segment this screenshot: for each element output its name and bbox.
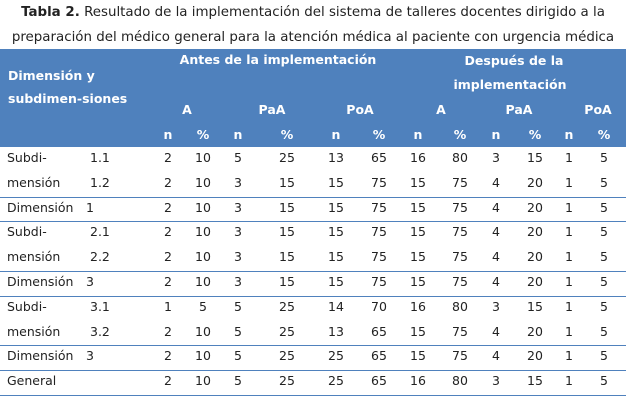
- table-cell: 25: [328, 373, 344, 389]
- table-cell: 80: [452, 298, 468, 314]
- table-cell: 2: [164, 224, 172, 240]
- header-group-label: PoA: [346, 102, 374, 117]
- table-cell: 15: [279, 224, 295, 240]
- table-cell: 80: [452, 373, 468, 389]
- table-cell: 2: [164, 348, 172, 364]
- caption-label: Tabla 2.: [21, 5, 80, 20]
- table-cell: 1: [565, 323, 573, 339]
- header-sub-label: n: [491, 127, 501, 142]
- table-cell: 1: [565, 274, 573, 289]
- row-code: 1.2: [90, 174, 110, 190]
- row-code: 1.1: [90, 150, 110, 165]
- table-cell: 65: [371, 150, 387, 165]
- table-cell: 65: [371, 323, 387, 339]
- table-cell: 13: [328, 323, 344, 339]
- table-cell: 16: [410, 373, 426, 389]
- table-cell: 16: [410, 298, 426, 314]
- header-despues-2: implementación: [453, 77, 567, 92]
- table-cell: 3: [234, 224, 242, 240]
- table-cell: 65: [371, 348, 387, 364]
- table-cell: 13: [328, 150, 344, 165]
- table-caption: [0, 0, 626, 50]
- header-sub-label: %: [196, 127, 210, 142]
- table-cell: 15: [527, 298, 543, 314]
- row-label: Subdi-: [7, 224, 47, 240]
- table-cell: 2: [164, 150, 172, 165]
- table-cell: 80: [452, 150, 468, 165]
- header-sub-label: %: [528, 127, 542, 142]
- table-cell: 25: [279, 373, 295, 389]
- table-cell: 1: [164, 298, 172, 314]
- row-label: Subdi-: [7, 298, 47, 314]
- table-cell: 10: [195, 199, 211, 215]
- table-cell: 10: [195, 323, 211, 339]
- table-row: [0, 246, 626, 272]
- table-cell: 3: [492, 373, 500, 389]
- table-header: [0, 49, 626, 147]
- table-cell: 2: [164, 199, 172, 215]
- table-cell: 2: [164, 373, 172, 389]
- table-cell: 15: [410, 274, 426, 289]
- table-row: [0, 370, 626, 396]
- header-sub-label: %: [597, 127, 611, 142]
- table-cell: 3: [492, 298, 500, 314]
- table-cell: 4: [492, 199, 500, 215]
- table-cell: 20: [527, 323, 543, 339]
- table-cell: 2: [164, 174, 172, 190]
- table-cell: 5: [199, 298, 207, 314]
- row-label: General: [7, 373, 57, 389]
- table-cell: 4: [492, 174, 500, 190]
- table-cell: 5: [600, 323, 608, 339]
- table-cell: 14: [328, 298, 344, 314]
- table-cell: 10: [195, 348, 211, 364]
- table-cell: 75: [452, 224, 468, 240]
- table-cell: 20: [527, 199, 543, 215]
- table-cell: 1: [565, 373, 573, 389]
- table-cell: 4: [492, 323, 500, 339]
- row-code: 3.2: [90, 323, 110, 339]
- header-sub-label: n: [163, 127, 173, 142]
- table-cell: 75: [371, 174, 387, 190]
- header-dimension-title-1: Dimensión y: [8, 68, 95, 83]
- table-cell: 15: [410, 224, 426, 240]
- table-cell: 10: [195, 224, 211, 240]
- table-cell: 5: [600, 373, 608, 389]
- table-cell: 10: [195, 274, 211, 289]
- table-cell: 4: [492, 348, 500, 364]
- table-cell: 1: [565, 224, 573, 240]
- header-sub-label: %: [372, 127, 386, 142]
- table-cell: 16: [410, 150, 426, 165]
- table-cell: 15: [328, 274, 344, 289]
- table-cell: 20: [527, 249, 543, 265]
- table-cell: 10: [195, 373, 211, 389]
- table-cell: 15: [410, 348, 426, 364]
- table-cell: 75: [371, 224, 387, 240]
- table-cell: 3: [234, 199, 242, 215]
- header-group-label: A: [436, 102, 446, 117]
- table-row: [0, 321, 626, 347]
- table-cell: 5: [600, 348, 608, 364]
- table-cell: 65: [371, 373, 387, 389]
- table-cell: 5: [600, 298, 608, 314]
- table-cell: 1: [565, 298, 573, 314]
- header-sub-label: n: [233, 127, 243, 142]
- row-code: 2.2: [90, 249, 110, 265]
- table-cell: 1: [565, 199, 573, 215]
- table-cell: 15: [279, 249, 295, 265]
- header-antes: Antes de la implementación: [179, 52, 377, 67]
- table-row: [0, 172, 626, 198]
- table-cell: 4: [492, 274, 500, 289]
- row-code: 1: [86, 199, 94, 215]
- table-cell: 20: [527, 274, 543, 289]
- table-cell: 5: [234, 298, 242, 314]
- header-sub-label: %: [280, 127, 294, 142]
- table-row: [0, 296, 626, 321]
- table-cell: 15: [328, 199, 344, 215]
- table-cell: 5: [600, 274, 608, 289]
- table-cell: 5: [234, 323, 242, 339]
- table-cell: 10: [195, 174, 211, 190]
- table-cell: 15: [410, 174, 426, 190]
- row-label: Dimensión: [7, 348, 74, 364]
- row-label: Dimensión: [7, 274, 74, 289]
- table-cell: 5: [600, 199, 608, 215]
- table-cell: 3: [492, 150, 500, 165]
- table-cell: 75: [452, 174, 468, 190]
- header-group-label: PaA: [258, 102, 286, 117]
- row-code: 3: [86, 274, 94, 289]
- table-cell: 5: [600, 249, 608, 265]
- table-cell: 15: [410, 199, 426, 215]
- table-cell: 75: [452, 274, 468, 289]
- header-sub-label: n: [413, 127, 423, 142]
- table-cell: 10: [195, 150, 211, 165]
- table-cell: 2: [164, 249, 172, 265]
- header-group-label: A: [182, 102, 192, 117]
- row-label: mensión: [7, 323, 61, 339]
- row-code: 3.1: [90, 298, 110, 314]
- table-cell: 25: [279, 323, 295, 339]
- row-code: 2.1: [90, 224, 110, 240]
- table-row: [0, 221, 626, 246]
- table-cell: 3: [234, 274, 242, 289]
- table-row: [0, 197, 626, 223]
- caption-line-1: [0, 0, 626, 25]
- table-cell: 20: [527, 348, 543, 364]
- table-cell: 2: [164, 323, 172, 339]
- table-cell: 3: [234, 249, 242, 265]
- table-row: [0, 345, 626, 371]
- table-cell: 5: [234, 150, 242, 165]
- table-cell: 1: [565, 150, 573, 165]
- table-cell: 1: [565, 249, 573, 265]
- header-dimension-title-2: subdimen-siones: [8, 91, 128, 106]
- table-cell: 25: [328, 348, 344, 364]
- table-cell: 3: [234, 174, 242, 190]
- table-cell: 1: [565, 348, 573, 364]
- table-cell: 15: [527, 150, 543, 165]
- table-cell: 15: [410, 323, 426, 339]
- table-cell: 15: [527, 373, 543, 389]
- table-cell: 15: [279, 174, 295, 190]
- header-group-label: PaA: [505, 102, 533, 117]
- table-cell: 15: [279, 274, 295, 289]
- table-row: [0, 147, 626, 172]
- table-cell: 1: [565, 174, 573, 190]
- row-label: Dimensión: [7, 199, 74, 215]
- header-sub-label: n: [331, 127, 341, 142]
- table-cell: 75: [452, 323, 468, 339]
- row-label: Subdi-: [7, 150, 47, 165]
- table-cell: 2: [164, 274, 172, 289]
- table-cell: 75: [452, 348, 468, 364]
- table-cell: 5: [234, 373, 242, 389]
- table-cell: 75: [371, 199, 387, 215]
- row-code: 3: [86, 348, 94, 364]
- table-cell: 25: [279, 298, 295, 314]
- table-cell: 20: [527, 224, 543, 240]
- caption-text-1: Resultado de la implementación del sistema de talleres docentes dirigido a la: [84, 5, 605, 20]
- caption-line-2: preparación del médico general para la atención médica al paciente con urgencia médica: [11, 30, 615, 45]
- row-label: mensión: [7, 174, 61, 190]
- table-cell: 15: [328, 249, 344, 265]
- table-cell: 15: [279, 199, 295, 215]
- table-cell: 5: [234, 348, 242, 364]
- table-cell: 15: [328, 174, 344, 190]
- header-sub-label: n: [564, 127, 574, 142]
- table-cell: 10: [195, 249, 211, 265]
- header-sub-label: %: [453, 127, 467, 142]
- table-row: [0, 271, 626, 297]
- header-despues-1: Después de la: [464, 53, 564, 68]
- table-cell: 15: [328, 224, 344, 240]
- table-cell: 20: [527, 174, 543, 190]
- table-cell: 5: [600, 224, 608, 240]
- table-cell: 75: [371, 249, 387, 265]
- table-cell: 70: [371, 298, 387, 314]
- row-label: mensión: [7, 249, 61, 265]
- table-cell: 5: [600, 150, 608, 165]
- table-cell: 75: [452, 199, 468, 215]
- header-group-label: PoA: [584, 102, 612, 117]
- table-cell: 75: [371, 274, 387, 289]
- table-cell: 75: [452, 249, 468, 265]
- table-cell: 25: [279, 348, 295, 364]
- table-cell: 25: [279, 150, 295, 165]
- table-cell: 4: [492, 249, 500, 265]
- table-cell: 15: [410, 249, 426, 265]
- table-cell: 5: [600, 174, 608, 190]
- table-cell: 4: [492, 224, 500, 240]
